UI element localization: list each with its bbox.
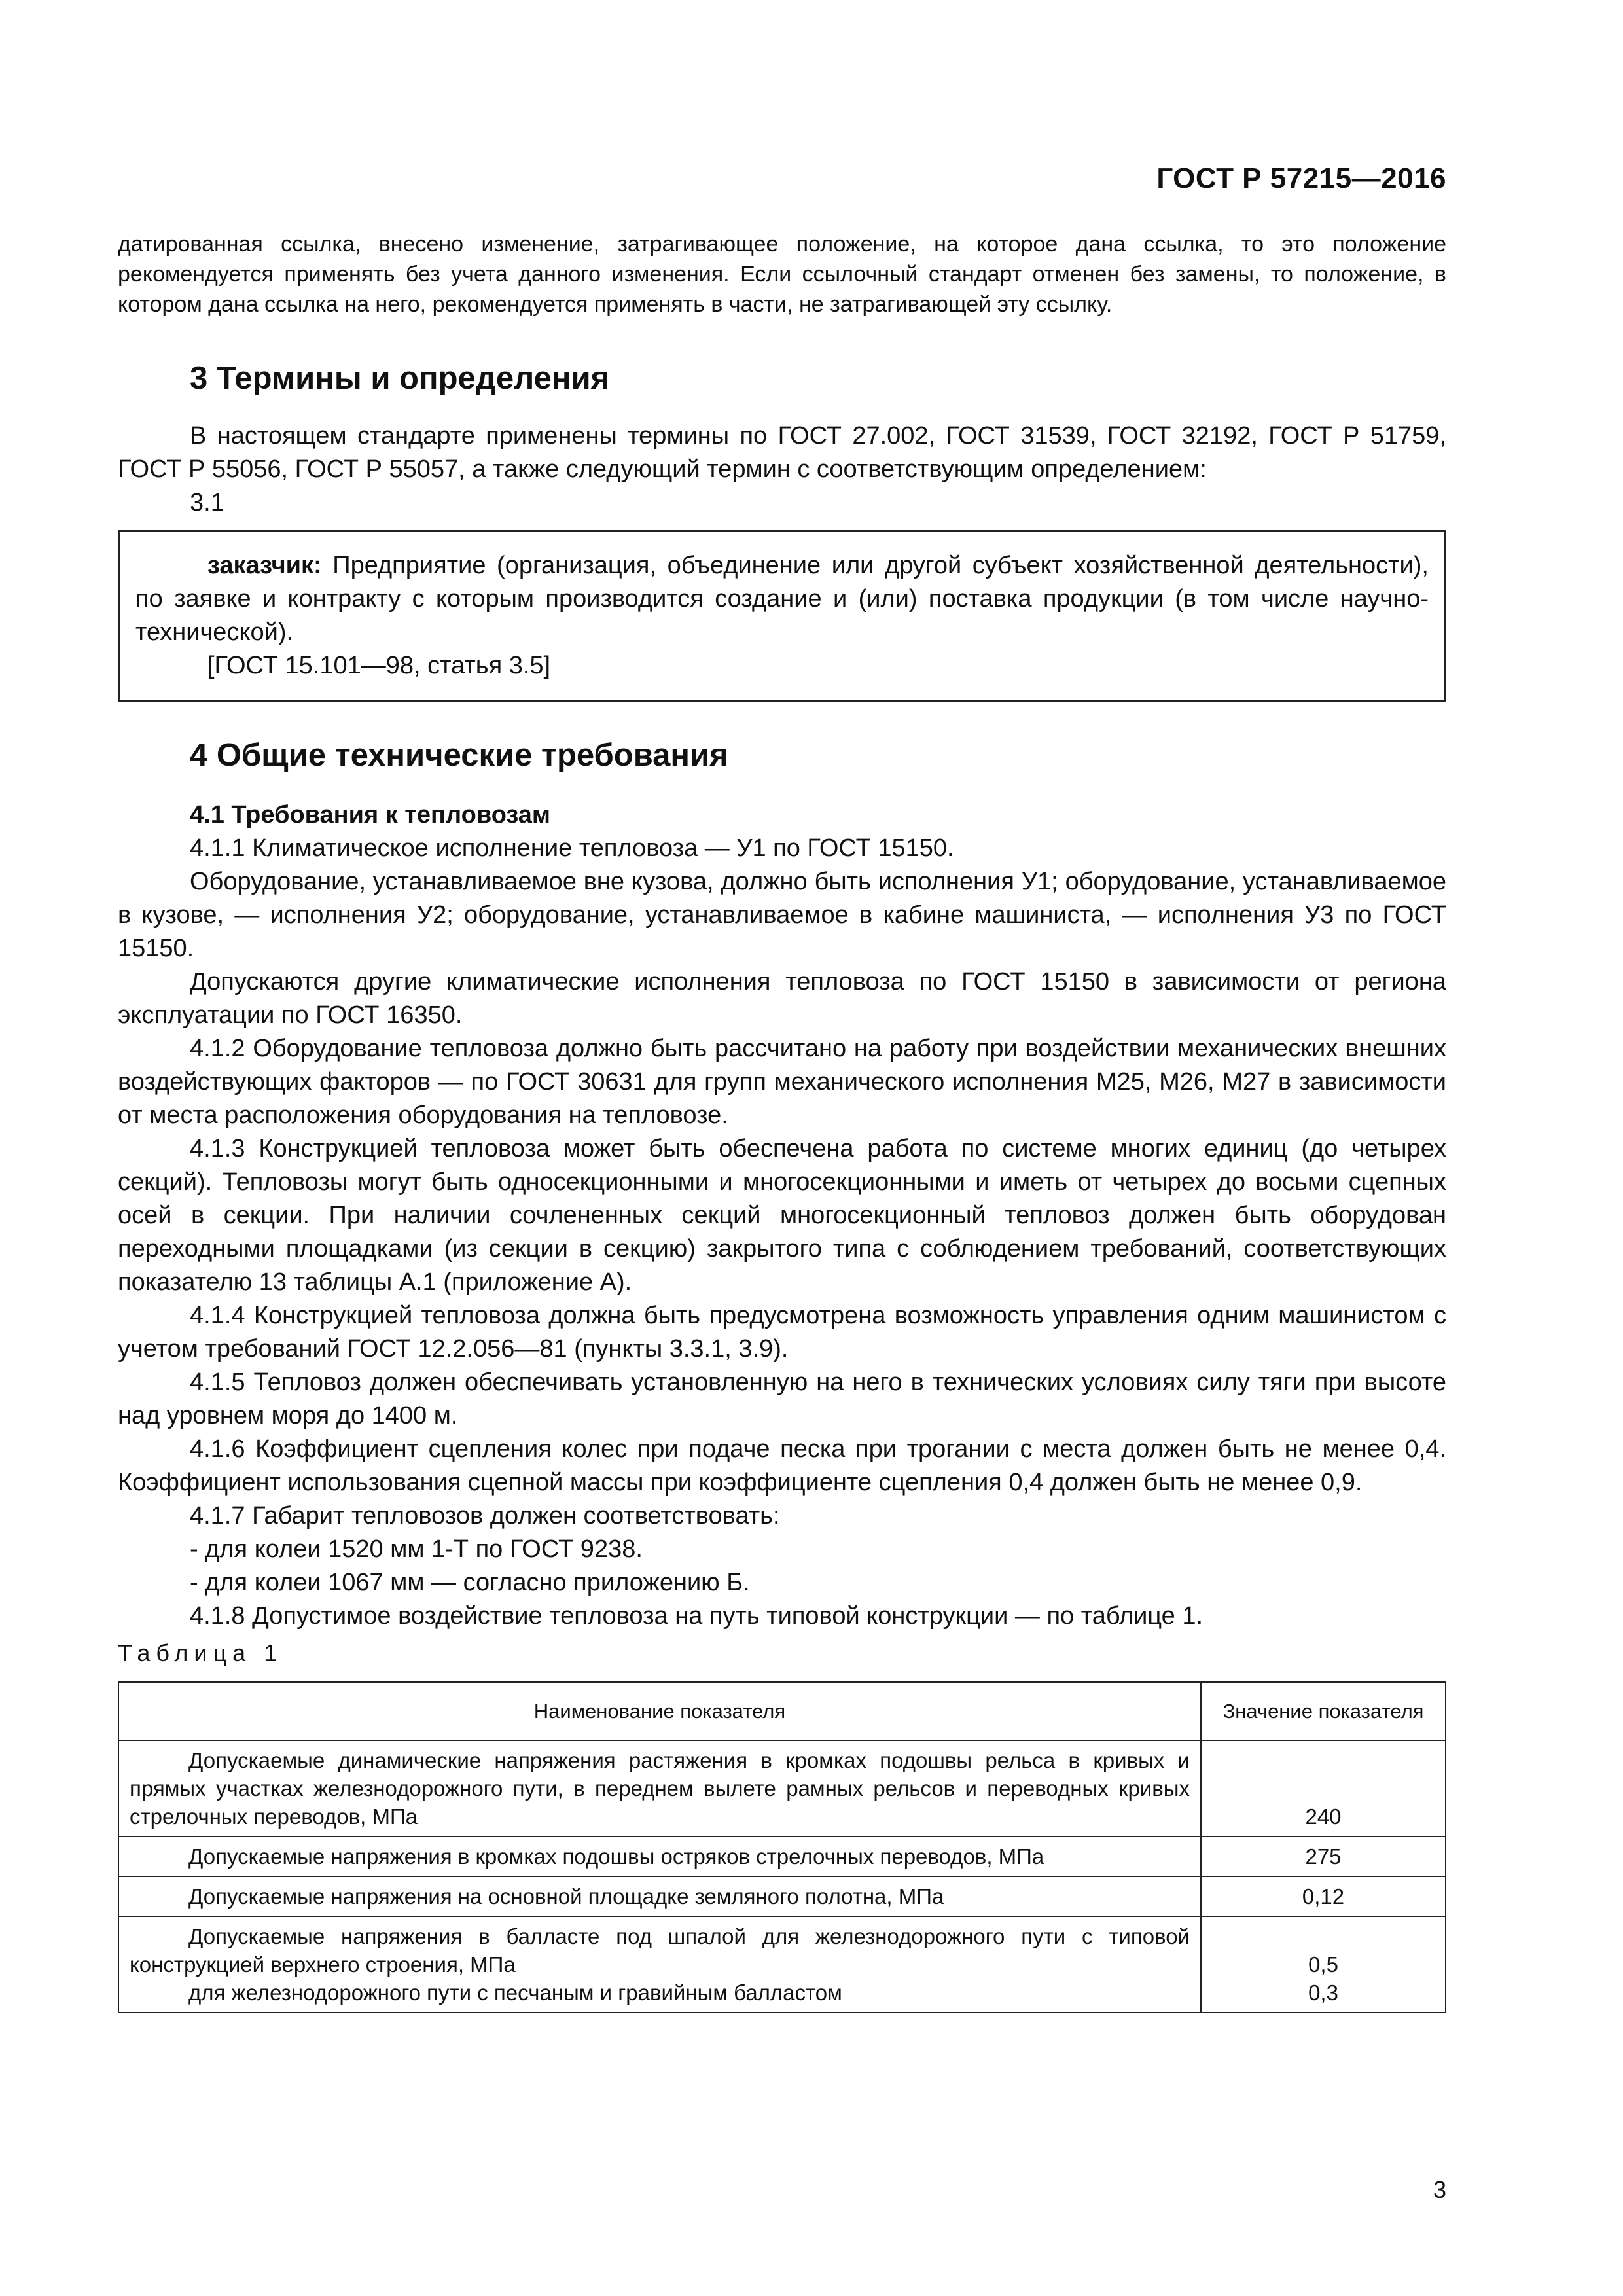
paragraph-4-1-6: 4.1.6 Коэффициент сцепления колес при подаче песка при трогании с места должен быть не менее 0,4. Коэффициент использования сцепной массы при коэффициенте сцепления 0,4 должен быть не менее 0,9.	[118, 1435, 1446, 1496]
table-cell-value: 0,12	[1201, 1876, 1446, 1916]
table-cell-name	[118, 1740, 1201, 1837]
header-parameter-name: Наименование показателя	[118, 1682, 1201, 1740]
table-cell-value	[1201, 1916, 1446, 2013]
requirements-table	[118, 1681, 1446, 2013]
row-subname-text: для железнодорожного пути с песчаным и гравийным балластом	[188, 1981, 842, 2005]
row-value-text: 0,5	[1308, 1952, 1338, 1977]
table-row	[118, 1837, 1446, 1876]
row-name-text: Допускаемые динамические напряжения растяжения в кромках подошвы рельса в кривых и прямых участках железнодорожного пути, в переднем вылете рамных рельсов и переводных кривых стрелочных переводов, МПа	[130, 1748, 1190, 1829]
standard-code-header: ГОСТ Р 57215—2016	[1156, 162, 1446, 194]
table-cell-value: 275	[1201, 1837, 1446, 1876]
row-name-text: Допускаемые напряжения в балласте под шпалой для железнодорожного пути с типовой конструкцией верхнего строения, МПа	[130, 1924, 1190, 1977]
table-cell-name	[118, 1837, 1201, 1876]
paragraph-4-1-7: 4.1.7 Габарит тепловозов должен соответствовать:	[190, 1502, 780, 1530]
table-row	[118, 1916, 1446, 2013]
table-row	[118, 1740, 1446, 1837]
paragraph-4-1-3: 4.1.3 Конструкцией тепловоза может быть обеспечена работа по системе многих единиц (до четырех секций). Тепловозы могут быть односекционными и многосекционными и иметь от четырех до восьми сцепных осей в секции. При наличии сочлененных секций многосекционный тепловоз должен быть оборудован переходными площадками (из секции в секцию) закрытого типа с соблюдением требований, соответствующих показателю 13 таблицы А.1 (приложение А).	[118, 1135, 1446, 1296]
term-definition-text: Предприятие (организация, объединение или другой субъект хозяйственной деятельности), по заявке и контракту с которым производится создание и (или) поставка продукции (в том числе научно-технической).	[135, 552, 1429, 646]
paragraph-4-1-1: 4.1.1 Климатическое исполнение тепловоза — У1 по ГОСТ 15150.	[190, 834, 954, 862]
section-3-title: 3 Термины и определения	[190, 361, 610, 396]
paragraph-climate: Допускаются другие климатические исполнения тепловоза по ГОСТ 15150 в зависимости от региона эксплуатации по ГОСТ 16350.	[118, 968, 1446, 1029]
page-number: 3	[1433, 2176, 1446, 2203]
gauge-1520: - для колеи 1520 мм 1-Т по ГОСТ 9238.	[190, 1535, 643, 1563]
section-4-title: 4 Общие технические требования	[190, 738, 728, 773]
subsection-4-1-title: 4.1 Требования к тепловозам	[190, 801, 551, 829]
row-name-text: Допускаемые напряжения в кромках подошвы остряков стрелочных переводов, МПа	[188, 1844, 1044, 1869]
row-subvalue-text: 0,3	[1308, 1981, 1338, 2005]
paragraph-4-1-4: 4.1.4 Конструкцией тепловоза должна быть предусмотрена возможность управления одним машинистом с учетом требований ГОСТ 12.2.056—81 (пункты 3.3.1, 3.9).	[118, 1302, 1446, 1363]
table-caption: Таблица 1	[118, 1640, 283, 1666]
term-definition-box	[118, 530, 1446, 702]
paragraph-equipment: Оборудование, устанавливаемое вне кузова, должно быть исполнения У1; оборудование, устанавливаемое в кузове, — исполнения У2; оборудование, устанавливаемое в кабине машиниста, — исполнения У3 по ГОСТ 15150.	[118, 868, 1446, 962]
table-header-row	[118, 1682, 1446, 1740]
term-word: заказчик:	[207, 552, 322, 579]
table-cell-value: 240	[1201, 1740, 1446, 1837]
intro-paragraph: датированная ссылка, внесено изменение, затрагивающее положение, на которое дана ссылка, то это положение рекомендуется применять без учета данного изменения. Если ссылочный стандарт отменен без замены, то положение, в котором дана ссылка на него, рекомендуется применять в части, не затрагивающей эту ссылку.	[118, 232, 1446, 317]
term-source: [ГОСТ 15.101—98, статья 3.5]	[207, 652, 551, 679]
term-definition	[135, 549, 1429, 649]
paragraph-4-1-8: 4.1.8 Допустимое воздействие тепловоза на путь типовой конструкции — по таблице 1.	[190, 1602, 1204, 1630]
row-name-text: Допускаемые напряжения на основной площадке земляного полотна, МПа	[188, 1884, 944, 1909]
paragraph-4-1-2: 4.1.2 Оборудование тепловоза должно быть рассчитано на работу при воздействии механических внешних воздействующих факторов — по ГОСТ 30631 для групп механического исполнения М25, М26, М27 в зависимости от места расположения оборудования на тепловозе.	[118, 1035, 1446, 1129]
header-parameter-value: Значение показателя	[1201, 1682, 1446, 1740]
table-row	[118, 1876, 1446, 1916]
table-cell-name	[118, 1916, 1201, 2013]
gauge-1067: - для колеи 1067 мм — согласно приложению Б.	[190, 1569, 750, 1596]
term-number: 3.1	[190, 489, 224, 516]
section-3-text: В настоящем стандарте применены термины по ГОСТ 27.002, ГОСТ 31539, ГОСТ 32192, ГОСТ Р 51759, ГОСТ Р 55056, ГОСТ Р 55057, а также следующий термин с соответствующим определением:	[118, 422, 1446, 483]
page-content	[118, 229, 1446, 2013]
paragraph-4-1-5: 4.1.5 Тепловоз должен обеспечивать установленную на него в технических условиях силу тяги при высоте над уровнем моря до 1400 м.	[118, 1369, 1446, 1429]
table-cell-name	[118, 1876, 1201, 1916]
